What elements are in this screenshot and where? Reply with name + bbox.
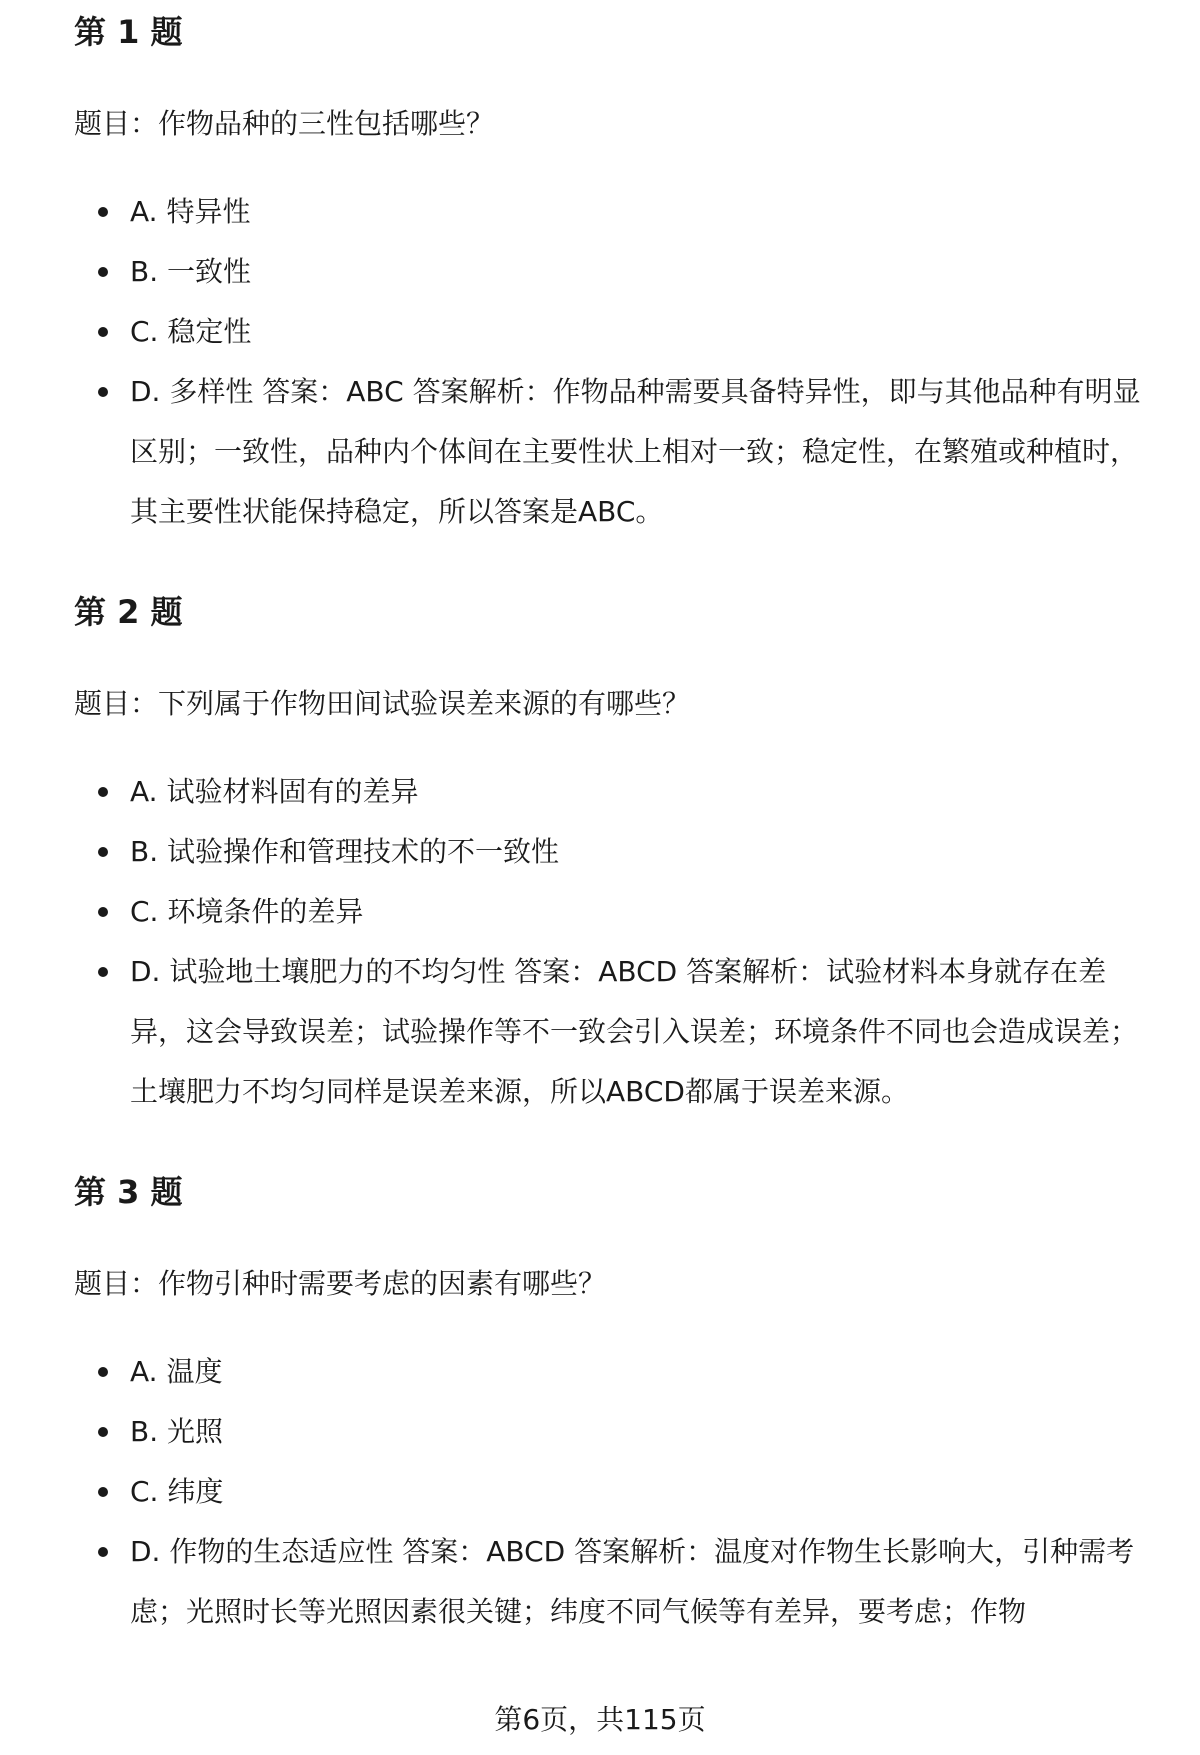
option-d: D. 多样性 答案：ABC 答案解析：作物品种需要具备特异性，即与其他品种有明显区别；一致性，品种内个体间在主要性状上相对一致；稳定性，在繁殖或种植时，其主要性状能保持稳定，所以答案是ABC。 — [74, 362, 1144, 542]
question-1 — [74, 12, 1144, 542]
option-list — [74, 762, 1144, 1122]
question-3 — [74, 1172, 1144, 1642]
option-d: D. 试验地土壤肥力的不均匀性 答案：ABCD 答案解析：试验材料本身就存在差异，这会导致误差；试验操作等不一致会引入误差；环境条件不同也会造成误差；土壤肥力不均匀同样是误差来源，所以ABCD都属于误差来源。 — [74, 942, 1144, 1122]
question-stem: 题目：作物品种的三性包括哪些？ — [74, 107, 495, 140]
question-stem: 题目：下列属于作物田间试验误差来源的有哪些？ — [74, 687, 691, 720]
question-list — [74, 13, 1144, 1692]
question-title: 第 2 题 — [74, 593, 183, 631]
option-c: C. 稳定性 — [74, 302, 1144, 362]
option-b: B. 光照 — [74, 1402, 1144, 1462]
option-list — [74, 1342, 1144, 1642]
page-number: 第6页，共115页 — [494, 1703, 706, 1736]
option-a: A. 特异性 — [74, 182, 1144, 242]
option-d: D. 作物的生态适应性 答案：ABCD 答案解析：温度对作物生长影响大，引种需考虑；光照时长等光照因素很关键；纬度不同气候等有差异，要考虑；作物 — [74, 1522, 1144, 1642]
question-stem: 题目：作物引种时需要考虑的因素有哪些？ — [74, 1267, 607, 1300]
option-list — [74, 182, 1144, 542]
option-c: C. 环境条件的差异 — [74, 882, 1144, 942]
option-b: B. 试验操作和管理技术的不一致性 — [74, 822, 1144, 882]
question-title: 第 3 题 — [74, 1173, 183, 1211]
option-a: A. 试验材料固有的差异 — [74, 762, 1144, 822]
option-b: B. 一致性 — [74, 242, 1144, 302]
option-a: A. 温度 — [74, 1342, 1144, 1402]
question-2 — [74, 592, 1144, 1122]
option-c: C. 纬度 — [74, 1462, 1144, 1522]
question-title: 第 1 题 — [74, 13, 183, 51]
